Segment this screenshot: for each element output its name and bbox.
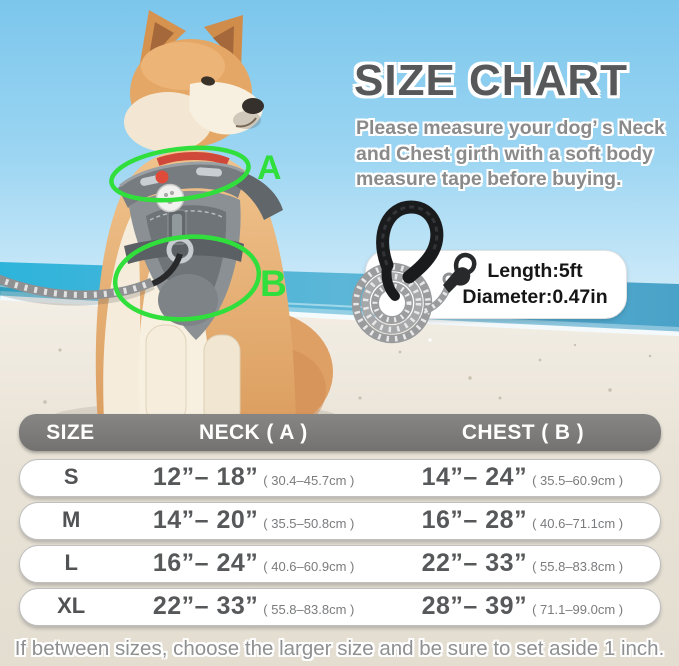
neck-cm: ( 30.4–45.7cm ) <box>263 473 355 488</box>
chest-annotation-label: B <box>260 263 287 304</box>
dog-nose <box>242 98 264 114</box>
neck-inches: 16”– 24” <box>152 549 259 577</box>
leash-handle <box>383 207 437 296</box>
dog-front-leg-left <box>146 325 186 425</box>
leash-product-photo <box>345 193 480 358</box>
neck-cm: ( 35.5–50.8cm ) <box>263 516 355 531</box>
harness-center-reflector <box>172 214 182 238</box>
instructions-line-3: measure tape before buying. <box>356 168 622 190</box>
size-value: L <box>64 550 78 575</box>
chest-cm: ( 71.1–99.0cm ) <box>532 602 624 617</box>
chest-inches: 14”– 24” <box>421 463 528 491</box>
neck-cm: ( 40.6–60.9cm ) <box>263 559 355 574</box>
header-neck: NECK ( A ) <box>199 421 308 444</box>
size-value: XL <box>57 593 86 618</box>
table-row-s <box>19 459 661 497</box>
size-value: M <box>62 507 81 532</box>
neck-inches: 12”– 18” <box>152 463 259 491</box>
chest-inches: 16”– 28” <box>421 506 528 534</box>
neck-annotation-label: A <box>257 149 282 187</box>
chest-cm: ( 40.6–71.1cm ) <box>532 516 624 531</box>
chest-inches: 28”– 39” <box>421 592 528 620</box>
size-table <box>19 414 661 626</box>
page-title: SIZE CHART <box>354 56 628 105</box>
measuring-instructions <box>356 116 666 193</box>
chest-inches: 22”– 33” <box>421 549 528 577</box>
size-table-header <box>19 414 661 451</box>
chest-cm: ( 35.5–60.9cm ) <box>532 473 624 488</box>
header-size: SIZE <box>46 421 95 444</box>
size-value: S <box>63 464 79 489</box>
neck-inches: 22”– 33” <box>152 592 259 620</box>
table-row-l <box>19 545 661 583</box>
leash-length: Length:5ft <box>487 260 583 282</box>
neck-inches: 14”– 20” <box>152 506 259 534</box>
instructions-line-2: and Chest girth with a soft body <box>356 142 653 165</box>
chest-cm: ( 55.8–83.8cm ) <box>532 559 624 574</box>
table-row-xl <box>19 588 661 626</box>
header-chest: CHEST ( B ) <box>461 421 585 444</box>
red-tag <box>156 171 169 184</box>
table-row-m <box>19 502 661 540</box>
instructions-line-1: Please measure your dog’ s Neck <box>356 117 665 139</box>
neck-cm: ( 55.8–83.8cm ) <box>263 602 355 617</box>
leash-diameter: Diameter:0.47in <box>462 286 608 308</box>
sizing-footnote: If between sizes, choose the larger size and be sure to set aside 1 inch. <box>14 637 665 660</box>
